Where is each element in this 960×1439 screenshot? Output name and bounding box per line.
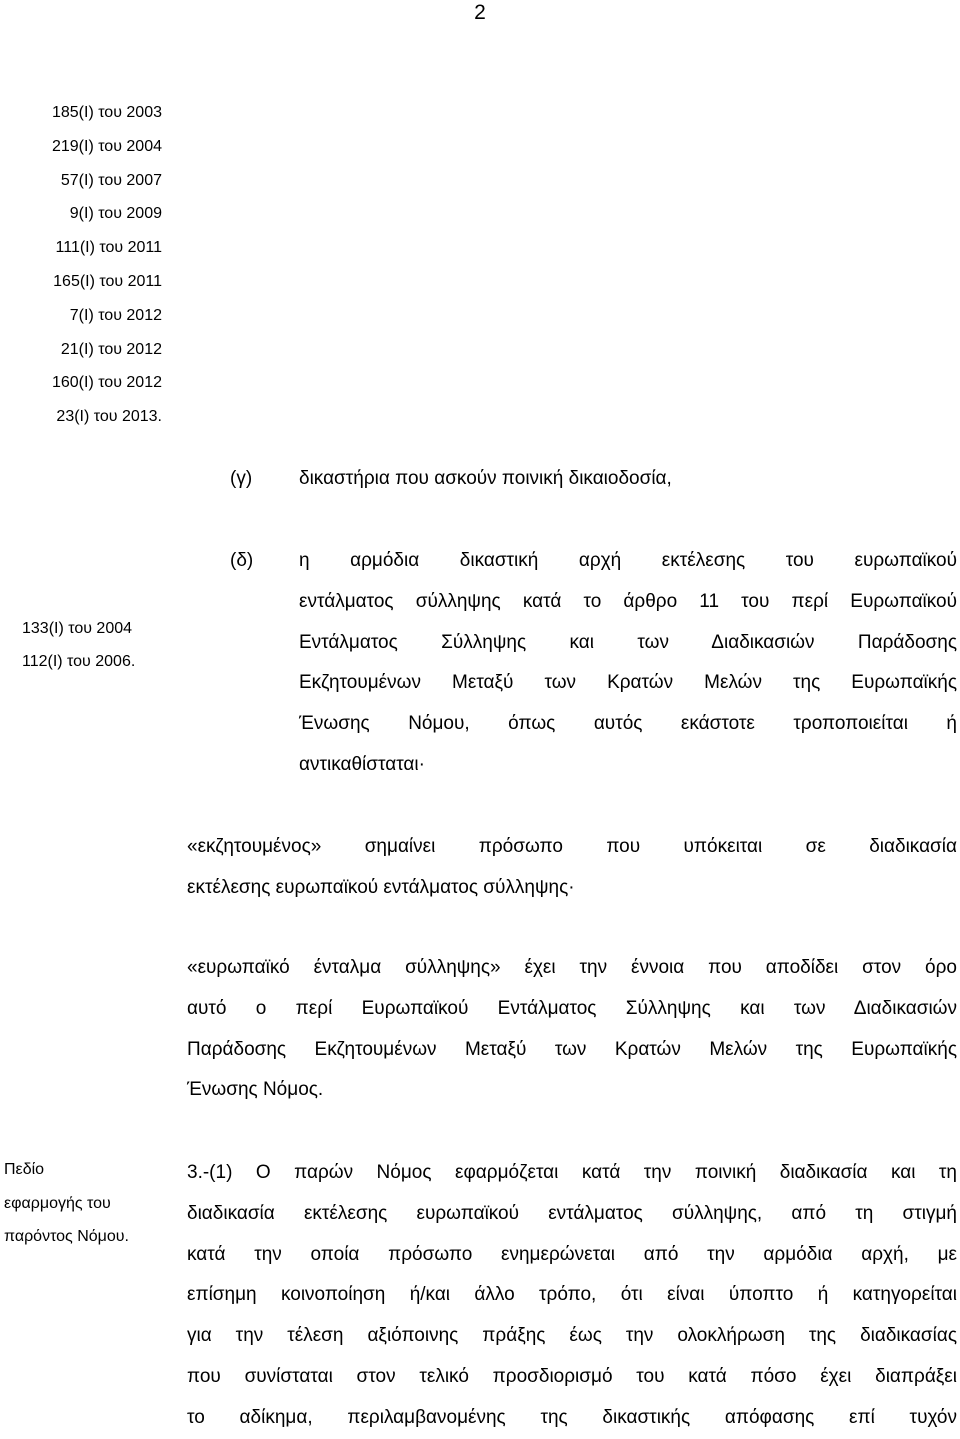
law-reference: 9(Ι) του 2009 xyxy=(69,205,162,223)
law-reference: 160(Ι) του 2012 xyxy=(51,374,162,392)
law-reference: 219(Ι) του 2004 xyxy=(51,137,162,155)
item-g-label: (γ) xyxy=(230,468,253,489)
law-reference: 57(Ι) του 2007 xyxy=(60,171,162,189)
text-line: διαδικασία εκτέλεσης ευρωπαϊκού εντάλματος σύλληψης, από τη στιγμή xyxy=(187,1202,957,1224)
law-reference: 165(Ι) του 2011 xyxy=(53,272,162,290)
text-line: Ένωσης Νόμος. xyxy=(187,1079,324,1101)
definition-european-arrest-warrant xyxy=(187,948,957,1111)
page-number: 2 xyxy=(474,1,486,24)
text-line: κατά την οποία πρόσωπο ενημερώνεται από την αρμόδια αρχή, με xyxy=(187,1243,957,1265)
text-line: το αδίκημα, περιλαμβανομένης της δικαστικής απόφασης επί τυχόν xyxy=(187,1406,957,1428)
law-reference: 21(Ι) του 2012 xyxy=(60,340,162,358)
definition-ekzitoumenos xyxy=(187,827,957,909)
text-line: επίσημη κοινοποίηση ή/και άλλο τρόπο, ότι είναι ύποπτο ή κατηγορείται xyxy=(187,1284,957,1306)
side-heading-line: Πεδίο xyxy=(4,1161,45,1178)
text-line: αντικαθίσταται· xyxy=(299,753,425,775)
law-reference: 185(Ι) του 2003 xyxy=(51,104,162,121)
text-line: για την τέλεση αξιόποινης πράξης έως την ολοκλήρωση της διαδικασίας xyxy=(187,1325,957,1347)
text-line: η αρμόδια δικαστική αρχή εκτέλεσης του ευρωπαϊκού xyxy=(299,550,957,571)
item-d-paragraph xyxy=(299,541,957,786)
text-line: «εκζητουμένος» σημαίνει πρόσωπο που υπόκειται σε διαδικασία xyxy=(187,836,957,857)
side-heading-line: εφαρμογής του xyxy=(4,1194,111,1212)
text-line: εντάλματος σύλληψης κατά το άρθρο 11 του περί Ευρωπαϊκού xyxy=(299,590,957,612)
section-3-side-heading xyxy=(4,1153,129,1254)
text-line: Εκζητουμένων Μεταξύ των Κρατών Μελών της Ευρωπαϊκής xyxy=(299,672,957,694)
side-heading-line: παρόντος Νόμου. xyxy=(4,1228,129,1245)
text-line: εκτέλεσης ευρωπαϊκού εντάλματος σύλληψης· xyxy=(187,876,575,898)
text-line: Εντάλματος Σύλληψης και των Διαδικασιών Παράδοσης xyxy=(299,631,957,653)
item-g-text: δικαστήρια που ασκούν ποινική δικαιοδοσία, xyxy=(299,468,672,489)
item-d-law-reference: 133(Ι) του 2004 xyxy=(22,620,133,637)
text-line: αυτό ο περί Ευρωπαϊκού Εντάλματος Σύλληψης και των Διαδικασιών xyxy=(187,997,957,1019)
text-line: που συνίσταται στον τελικό προσδιορισμό του κατά πόσο έχει διαπράξει xyxy=(187,1365,957,1387)
text-line: Παράδοσης Εκζητουμένων Μεταξύ των Κρατών Μελών της Ευρωπαϊκής xyxy=(187,1038,957,1060)
item-d-law-reference: 112(Ι) του 2006. xyxy=(22,653,136,670)
section-3-paragraph xyxy=(187,1153,957,1439)
law-reference: 7(Ι) του 2012 xyxy=(69,306,162,324)
item-d-label: (δ) xyxy=(230,550,254,571)
law-reference: 111(Ι) του 2011 xyxy=(55,239,162,257)
amending-laws-references xyxy=(20,96,162,434)
law-reference: 23(Ι) του 2013. xyxy=(56,408,162,426)
text-line: «ευρωπαϊκό ένταλμα σύλληψης» έχει την έννοια που αποδίδει στον όρο xyxy=(187,957,957,978)
text-line: 3.-(1) Ο παρών Νόμος εφαρμόζεται κατά την ποινική διαδικασία και τη xyxy=(187,1162,957,1183)
text-line: Ένωσης Νόμου, όπως αυτός εκάστοτε τροποποιείται ή xyxy=(299,713,957,735)
